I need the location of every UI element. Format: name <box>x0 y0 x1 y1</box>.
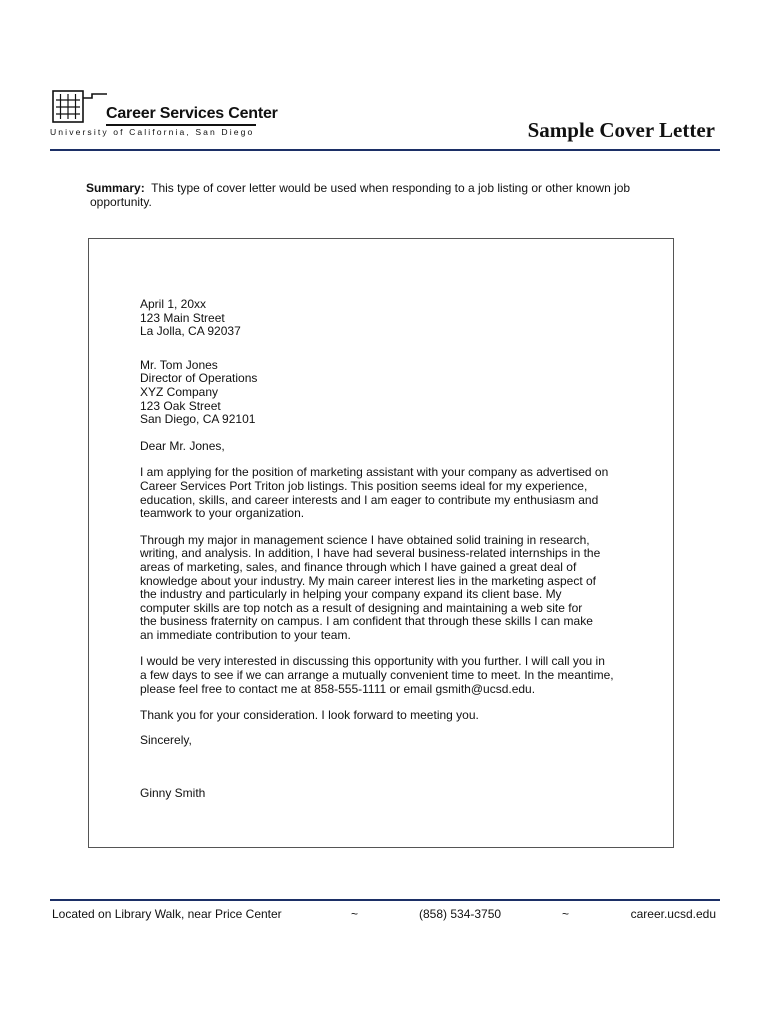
paragraph-line: knowledge about your industry. My main career interest lies in the marketing aspect of <box>140 573 596 588</box>
paragraph-2 <box>140 534 650 643</box>
paragraph-line: Career Services Port Triton job listings. This position seems ideal for my experience, <box>140 478 588 493</box>
paragraph-line: writing, and analysis. In addition, I have had several business-related internships in the <box>140 546 601 561</box>
paragraph-line: I would be very interested in discussing this opportunity with you further. I will call you in <box>140 654 605 669</box>
footer-separator: ~ <box>351 907 359 921</box>
sender-address <box>140 298 650 339</box>
paragraph-1 <box>140 466 650 520</box>
paragraph-line: the business fraternity on campus. I am confident that through these skills I can make <box>140 614 593 629</box>
paragraph-line: a few days to see if we can arrange a mutually convenient time to meet. In the meantime, <box>140 668 614 683</box>
sender-city: La Jolla, CA 92037 <box>140 324 241 339</box>
footer-separator: ~ <box>562 907 570 921</box>
paragraph-line: teamwork to your organization. <box>140 506 305 521</box>
paragraph-4: Thank you for your consideration. I look forward to meeting you. <box>140 708 479 723</box>
recipient-company: XYZ Company <box>140 384 219 399</box>
footer-divider <box>50 899 720 901</box>
summary-text-line2: opportunity. <box>90 195 152 209</box>
paragraph-line: Through my major in management science I have obtained solid training in research, <box>140 532 590 547</box>
paragraph-line: computer skills are top notch as a result of designing and maintaining a web site for <box>140 600 583 615</box>
closing: Sincerely, <box>140 732 192 747</box>
paragraph-line: areas of marketing, sales, and finance through which I have gained a great deal of <box>140 559 577 574</box>
cover-letter <box>140 298 650 801</box>
logo-subtitle: University of California, San Diego <box>50 127 255 137</box>
paragraph-line: the industry and particularly in helping your company expand its client base. My <box>140 587 562 602</box>
recipient-street: 123 Oak Street <box>140 398 221 413</box>
signature: Ginny Smith <box>140 786 206 801</box>
header-divider <box>50 149 720 151</box>
logo-underline <box>106 124 256 126</box>
page-title: Sample Cover Letter <box>527 118 715 142</box>
paragraph-line: I am applying for the position of marketing assistant with your company as advertised on <box>140 465 609 480</box>
summary-label: Summary: <box>86 181 145 195</box>
career-services-logo <box>50 88 278 138</box>
paragraph-line: an immediate contribution to your team. <box>140 627 351 642</box>
recipient-city: San Diego, CA 92101 <box>140 412 256 427</box>
logo-name: Career Services Center <box>106 105 278 122</box>
paragraph-line: education, skills, and career interests and I am eager to contribute my enthusiasm and <box>140 492 599 507</box>
paragraph-line: please feel free to contact me at 858-555-1111 or email gsmith@ucsd.edu. <box>140 681 536 696</box>
footer-location: Located on Library Walk, near Price Center <box>52 907 282 921</box>
salutation: Dear Mr. Jones, <box>140 438 225 453</box>
footer-website[interactable]: career.ucsd.edu <box>630 907 716 921</box>
recipient-title: Director of Operations <box>140 371 258 386</box>
summary-text-line1: This type of cover letter would be used when responding to a job listing or other known job <box>151 181 631 195</box>
paragraph-3 <box>140 655 650 696</box>
sender-date: April 1, 20xx <box>140 297 207 311</box>
summary <box>86 181 686 209</box>
sender-street: 123 Main Street <box>140 310 225 325</box>
building-grid-icon <box>52 90 108 124</box>
footer-phone: (858) 534-3750 <box>419 907 502 921</box>
recipient-name: Mr. Tom Jones <box>140 357 218 372</box>
recipient-address <box>140 359 650 427</box>
